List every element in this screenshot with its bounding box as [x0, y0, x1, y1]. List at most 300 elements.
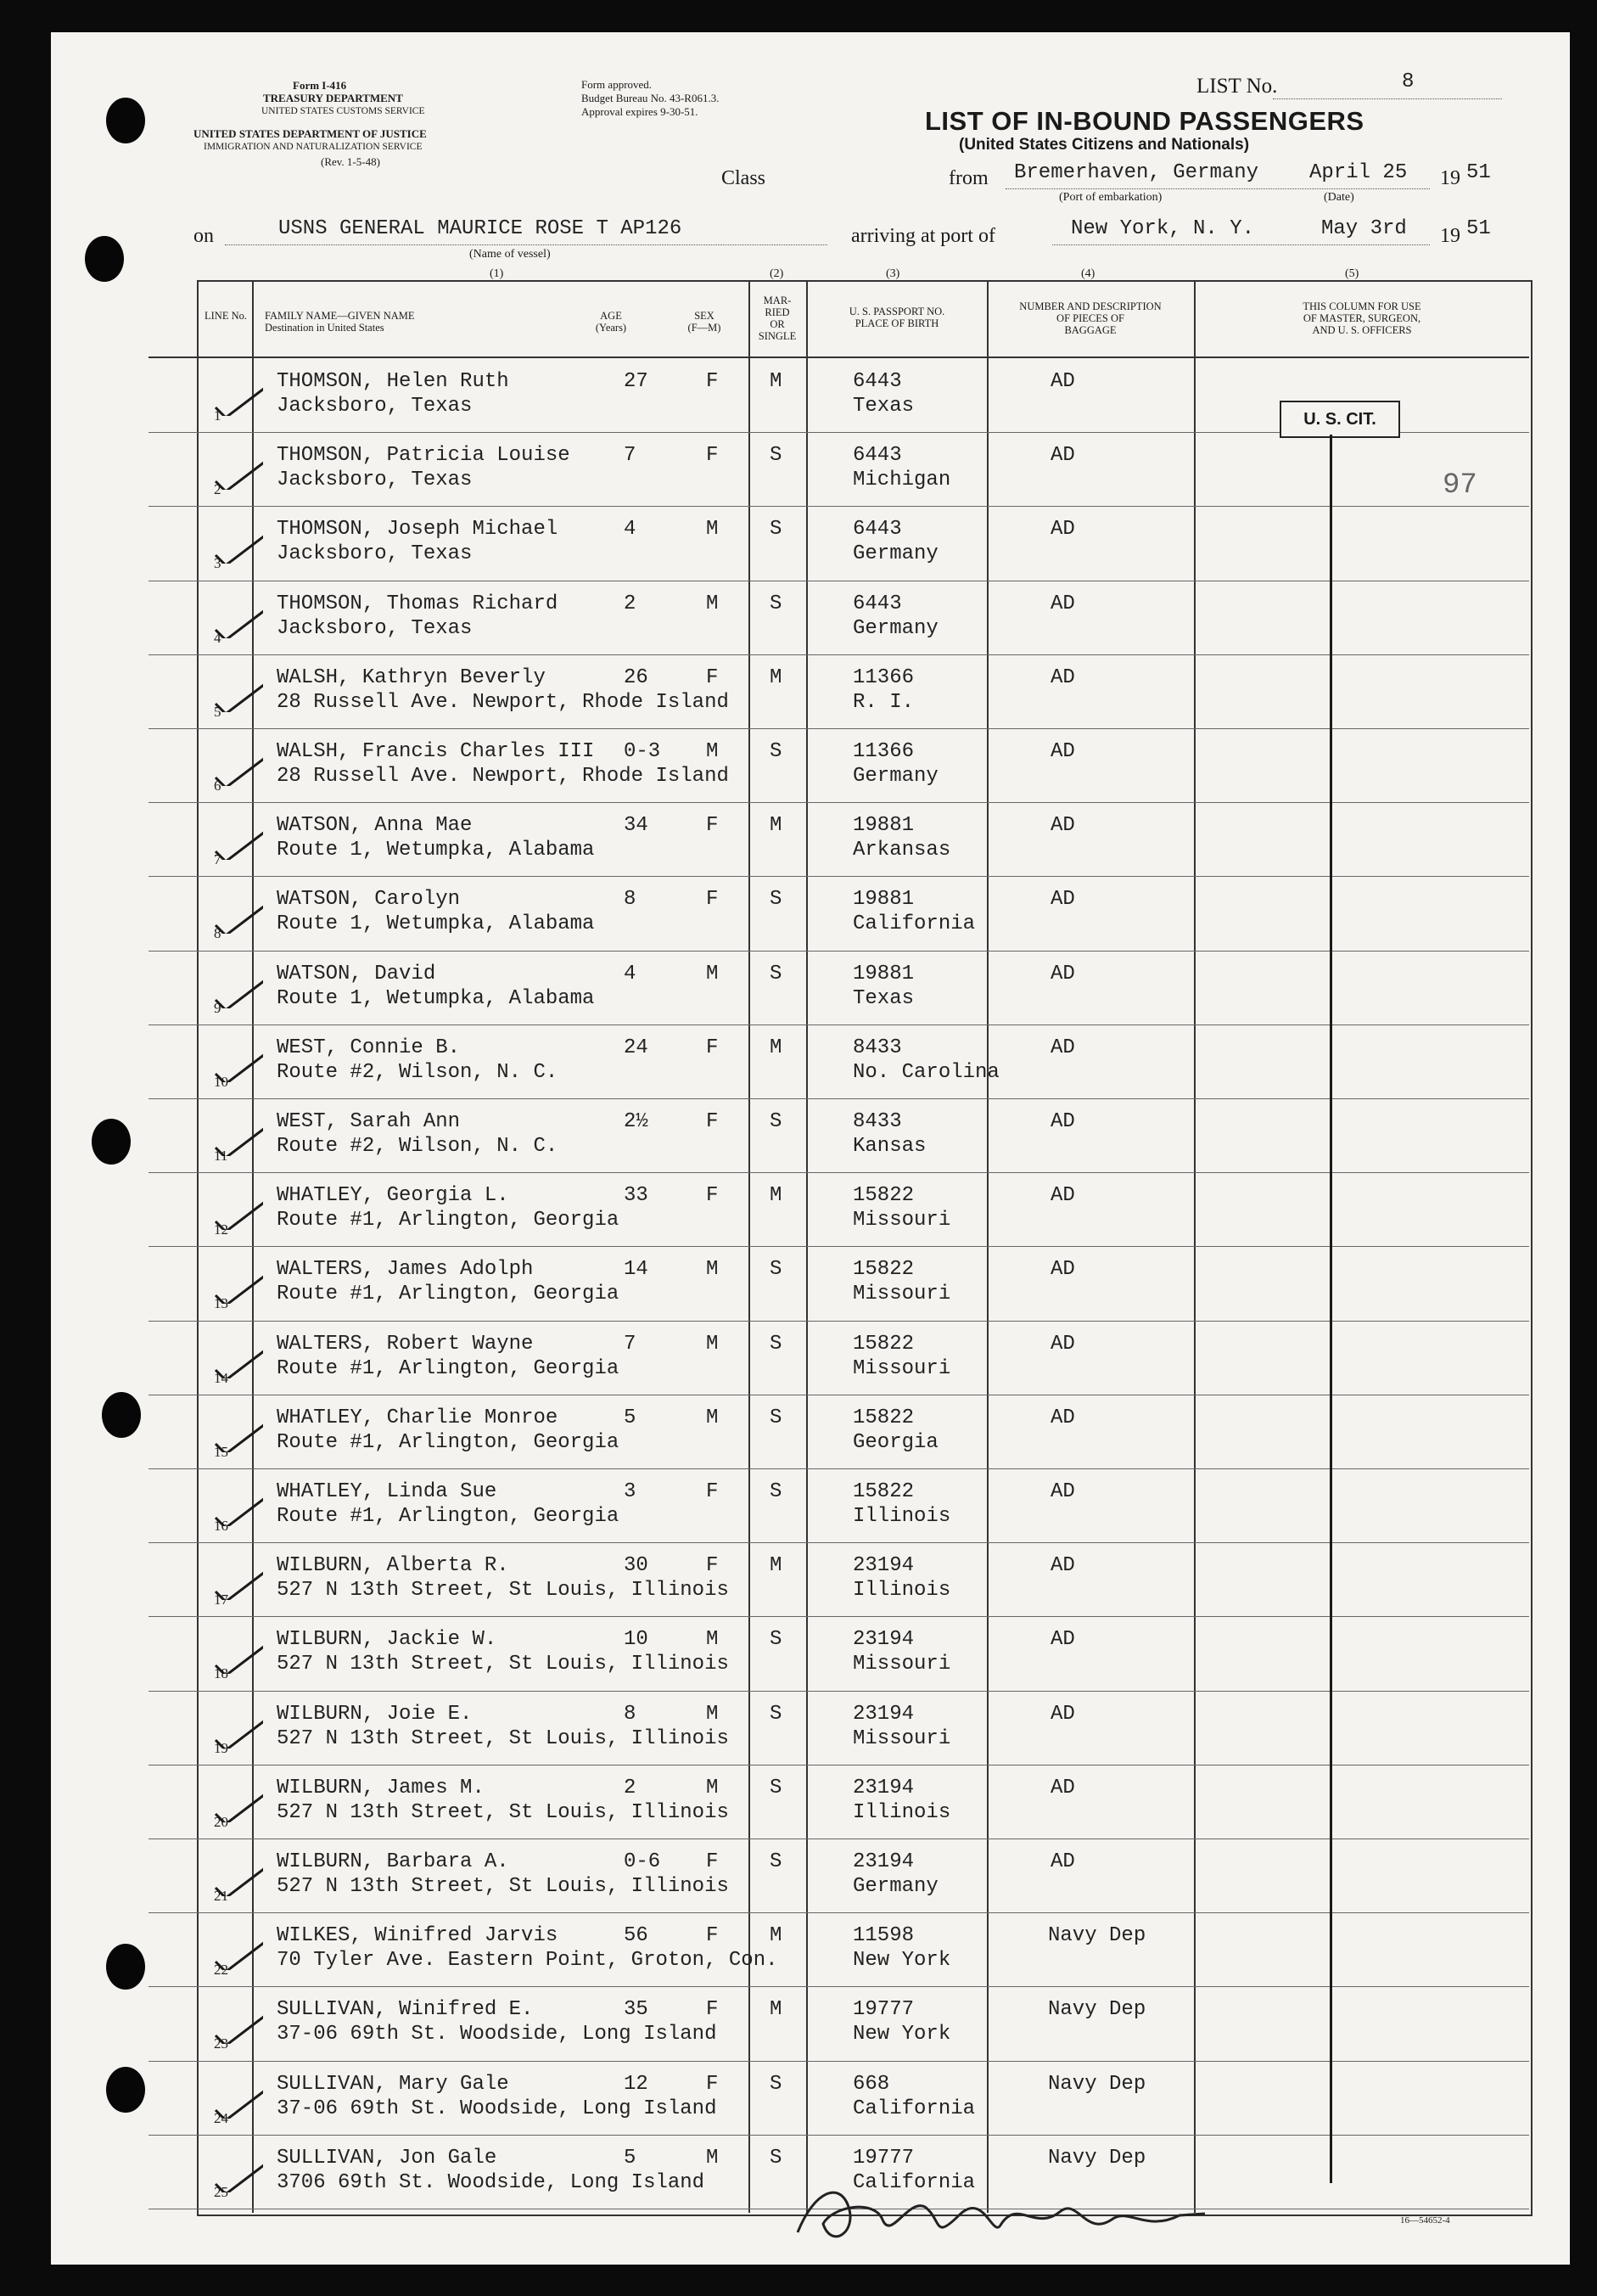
passenger-age: 24	[624, 1036, 648, 1059]
marital-status: S	[770, 592, 782, 615]
place-of-birth: Michigan	[853, 469, 951, 492]
passenger-name: WALSH, Kathryn Beverly	[277, 665, 546, 689]
check-mark-icon	[212, 752, 263, 786]
place-of-birth: Illinois	[853, 1579, 951, 1603]
check-mark-icon	[212, 1270, 263, 1304]
baggage: AD	[1051, 1184, 1075, 1208]
place-of-birth: Germany	[853, 616, 939, 640]
passenger-age: 33	[624, 1184, 648, 1208]
table-row	[0, 951, 1597, 1024]
marital-status: M	[770, 370, 782, 393]
marital-status: S	[770, 2072, 782, 2096]
passenger-name: WEST, Connie B.	[277, 1036, 461, 1059]
line-number: 15	[214, 1443, 228, 1460]
baggage: AD	[1051, 1850, 1075, 1873]
passenger-destination: 527 N 13th Street, St Louis, Illinois	[277, 1653, 729, 1676]
passenger-sex: F	[706, 665, 719, 689]
check-mark-icon	[212, 826, 263, 860]
check-mark-icon	[212, 1418, 263, 1452]
passenger-sex: F	[706, 1850, 719, 1873]
marital-status: S	[770, 444, 782, 468]
check-mark-icon	[212, 382, 263, 416]
annotation-number: 97	[1443, 469, 1477, 502]
baggage: Navy Dep	[1048, 1924, 1146, 1948]
line-number: 8	[214, 925, 221, 942]
passenger-destination: Jacksboro, Texas	[277, 616, 473, 640]
passport-number: 8433	[853, 1036, 902, 1059]
header-name: FAMILY NAME—GIVEN NAME Destination in United States	[265, 310, 415, 334]
passenger-age: 5	[624, 2146, 636, 2170]
baggage: AD	[1051, 1332, 1075, 1356]
place-of-birth: No. Carolina	[853, 1060, 1000, 1084]
approval-expires: Approval expires 9-30-51.	[581, 105, 698, 118]
header-officers: THIS COLUMN FOR USE OF MASTER, SURGEON, AND U. S. OFFICERS	[1303, 300, 1421, 336]
passport-number: 15822	[853, 1480, 915, 1503]
passenger-name: THOMSON, Patricia Louise	[277, 444, 570, 468]
passenger-name: WHATLEY, Georgia L.	[277, 1184, 509, 1208]
passenger-destination: 527 N 13th Street, St Louis, Illinois	[277, 1800, 729, 1824]
line-number: 9	[214, 999, 221, 1016]
place-of-birth: California	[853, 912, 976, 936]
check-mark-icon	[212, 1122, 263, 1156]
table-row	[0, 1986, 1597, 2060]
table-row	[0, 1098, 1597, 1172]
marital-status: S	[770, 1776, 782, 1799]
form-approved: Form approved.	[581, 78, 653, 91]
place-of-birth: Germany	[853, 765, 939, 788]
passport-number: 19881	[853, 888, 915, 912]
line-number: 23	[214, 2035, 228, 2052]
baggage: AD	[1051, 518, 1075, 542]
place-of-birth: Germany	[853, 1875, 939, 1898]
table-row	[0, 581, 1597, 654]
marital-status: S	[770, 1332, 782, 1356]
place-of-birth: Arkansas	[853, 839, 951, 862]
line-number: 12	[214, 1221, 228, 1238]
passenger-destination: Jacksboro, Texas	[277, 542, 473, 566]
place-of-birth: New York	[853, 2023, 951, 2046]
passenger-sex: M	[706, 1702, 719, 1726]
place-of-birth: California	[853, 2170, 976, 2194]
header-sex: SEX (F—M)	[687, 310, 721, 334]
passport-number: 15822	[853, 1258, 915, 1282]
line-number: 25	[214, 2183, 228, 2200]
us-citizen-stamp: U. S. CIT.	[1280, 401, 1400, 438]
passenger-destination: 527 N 13th Street, St Louis, Illinois	[277, 1579, 729, 1603]
passenger-sex: F	[706, 1110, 719, 1133]
marital-status: M	[770, 1998, 782, 2022]
place-of-birth: Missouri	[853, 1726, 951, 1750]
passport-number: 11366	[853, 665, 915, 689]
col-num-1: (1)	[490, 267, 504, 280]
place-of-birth: Texas	[853, 395, 915, 418]
baggage: AD	[1051, 1110, 1075, 1133]
passenger-sex: F	[706, 1998, 719, 2022]
passenger-name: SULLIVAN, Winifred E.	[277, 1998, 534, 2022]
passport-number: 8433	[853, 1110, 902, 1133]
marital-status: S	[770, 2146, 782, 2170]
passenger-name: WATSON, Carolyn	[277, 888, 461, 912]
marital-status: S	[770, 1480, 782, 1503]
line-number: 24	[214, 2109, 228, 2126]
passenger-age: 8	[624, 888, 636, 912]
passport-number: 6443	[853, 518, 902, 542]
passenger-sex: M	[706, 740, 719, 763]
marital-status: S	[770, 888, 782, 912]
passport-number: 19881	[853, 814, 915, 838]
line-number: 19	[214, 1739, 228, 1756]
marital-status: S	[770, 1406, 782, 1429]
check-mark-icon	[212, 1715, 263, 1749]
passenger-destination: Route #2, Wilson, N. C.	[277, 1135, 558, 1158]
check-mark-icon	[212, 2010, 263, 2044]
passenger-sex: M	[706, 592, 719, 615]
table-row	[0, 2061, 1597, 2135]
table-row	[0, 506, 1597, 580]
binder-hole	[85, 236, 124, 282]
header-age: AGE (Years)	[595, 310, 627, 334]
embark-underline	[1006, 188, 1430, 189]
baggage: AD	[1051, 444, 1075, 468]
line-number: 14	[214, 1369, 228, 1386]
passport-number: 23194	[853, 1554, 915, 1578]
passenger-age: 8	[624, 1702, 636, 1726]
passport-number: 11598	[853, 1924, 915, 1948]
check-mark-icon	[212, 1566, 263, 1600]
passport-number: 6443	[853, 370, 902, 393]
passport-number: 11366	[853, 740, 915, 763]
col-num-2: (2)	[770, 267, 784, 280]
marital-status: S	[770, 740, 782, 763]
marital-status: M	[770, 1184, 782, 1208]
passenger-age: 2½	[624, 1110, 648, 1133]
passenger-sex: M	[706, 2146, 719, 2170]
passenger-age: 3	[624, 1480, 636, 1503]
passenger-name: WHATLEY, Charlie Monroe	[277, 1406, 558, 1429]
passenger-destination: Route 1, Wetumpka, Alabama	[277, 912, 595, 936]
passenger-name: WATSON, Anna Mae	[277, 814, 473, 838]
col-num-5: (5)	[1345, 267, 1359, 280]
on-label: on	[193, 225, 214, 247]
passport-number: 19881	[853, 962, 915, 985]
passport-number: 23194	[853, 1850, 915, 1873]
dept-immigration: IMMIGRATION AND NATURALIZATION SERVICE	[204, 142, 423, 152]
port-note: (Port of embarkation)	[1059, 191, 1163, 204]
passenger-age: 2	[624, 1776, 636, 1799]
baggage: AD	[1051, 370, 1075, 393]
check-mark-icon	[212, 604, 263, 638]
class-label: Class	[721, 167, 766, 189]
baggage: Navy Dep	[1048, 2072, 1146, 2096]
line-number: 11	[214, 1148, 228, 1164]
port-of-embarkation: Bremerhaven, Germany	[1014, 161, 1259, 184]
check-mark-icon	[212, 2085, 263, 2119]
place-of-birth: Kansas	[853, 1135, 927, 1158]
passenger-age: 4	[624, 518, 636, 542]
table-row	[0, 1691, 1597, 1765]
passenger-destination: 37-06 69th St. Woodside, Long Island	[277, 2097, 717, 2120]
dept-customs: UNITED STATES CUSTOMS SERVICE	[261, 106, 425, 116]
line-number: 4	[214, 629, 221, 646]
marital-status: S	[770, 1702, 782, 1726]
col-num-3: (3)	[886, 267, 900, 280]
marital-status: M	[770, 1554, 782, 1578]
passenger-age: 5	[624, 1406, 636, 1429]
line-number: 21	[214, 1888, 228, 1904]
passenger-sex: F	[706, 1554, 719, 1578]
header-baggage: NUMBER AND DESCRIPTION OF PIECES OF BAGGAGE	[1019, 300, 1162, 336]
baggage: AD	[1051, 1702, 1075, 1726]
table-row	[0, 728, 1597, 802]
header-married: MAR- RIED OR SINGLE	[758, 295, 797, 342]
table-row	[0, 432, 1597, 506]
passenger-destination: 527 N 13th Street, St Louis, Illinois	[277, 1726, 729, 1750]
passenger-sex: F	[706, 444, 719, 468]
line-number: 17	[214, 1591, 228, 1608]
col-num-4: (4)	[1081, 267, 1095, 280]
passport-number: 15822	[853, 1332, 915, 1356]
marital-status: M	[770, 814, 782, 838]
binder-hole	[106, 98, 145, 143]
passenger-age: 30	[624, 1554, 648, 1578]
marital-status: S	[770, 1110, 782, 1133]
arrival-date: May 3rd	[1321, 217, 1407, 240]
passenger-destination: Jacksboro, Texas	[277, 469, 473, 492]
passport-number: 19777	[853, 1998, 915, 2022]
check-mark-icon	[212, 1492, 263, 1526]
line-number: 5	[214, 703, 221, 720]
passport-number: 15822	[853, 1406, 915, 1429]
passenger-age: 10	[624, 1628, 648, 1652]
passenger-age: 2	[624, 592, 636, 615]
list-no: 8	[1402, 70, 1415, 93]
table-row	[0, 802, 1597, 876]
place-of-birth: Missouri	[853, 1356, 951, 1380]
check-mark-icon	[212, 1196, 263, 1230]
date-note: (Date)	[1324, 191, 1354, 204]
passport-number: 19777	[853, 2146, 915, 2170]
place-of-birth: California	[853, 2097, 976, 2120]
passenger-age: 12	[624, 2072, 648, 2096]
check-mark-icon	[212, 900, 263, 934]
passenger-name: SULLIVAN, Mary Gale	[277, 2072, 509, 2096]
passenger-sex: M	[706, 1776, 719, 1799]
passenger-sex: F	[706, 1036, 719, 1059]
passenger-destination: Route #1, Arlington, Georgia	[277, 1209, 619, 1232]
passenger-destination: Route #1, Arlington, Georgia	[277, 1430, 619, 1454]
table-row	[0, 1468, 1597, 1542]
passenger-destination: 527 N 13th Street, St Louis, Illinois	[277, 1875, 729, 1898]
passenger-sex: F	[706, 814, 719, 838]
year-prefix-arrival: 19	[1440, 225, 1460, 247]
vessel-underline	[225, 244, 827, 245]
passenger-sex: M	[706, 1258, 719, 1282]
place-of-birth: Texas	[853, 986, 915, 1010]
passenger-name: THOMSON, Helen Ruth	[277, 370, 509, 393]
marital-status: S	[770, 1258, 782, 1282]
passenger-sex: M	[706, 1332, 719, 1356]
check-mark-icon	[212, 1344, 263, 1378]
baggage: AD	[1051, 665, 1075, 689]
passenger-age: 27	[624, 370, 648, 393]
passenger-name: WILKES, Winifred Jarvis	[277, 1924, 558, 1948]
passenger-destination: 3706 69th St. Woodside, Long Island	[277, 2170, 705, 2194]
passenger-name: WALSH, Francis Charles III	[277, 740, 595, 763]
passenger-sex: F	[706, 2072, 719, 2096]
place-of-birth: Missouri	[853, 1209, 951, 1232]
passenger-sex: M	[706, 1628, 719, 1652]
passenger-name: WILBURN, Joie E.	[277, 1702, 473, 1726]
passenger-age: 0-6	[624, 1850, 661, 1873]
check-mark-icon	[212, 1936, 263, 1970]
passenger-destination: Route 1, Wetumpka, Alabama	[277, 839, 595, 862]
passenger-age: 4	[624, 962, 636, 985]
marital-status: S	[770, 1850, 782, 1873]
check-mark-icon	[212, 2158, 263, 2192]
baggage: AD	[1051, 1776, 1075, 1799]
place-of-birth: R. I.	[853, 690, 915, 714]
passenger-destination: 37-06 69th St. Woodside, Long Island	[277, 2023, 717, 2046]
passport-number: 23194	[853, 1776, 915, 1799]
passenger-name: THOMSON, Thomas Richard	[277, 592, 558, 615]
place-of-birth: Illinois	[853, 1505, 951, 1528]
passenger-sex: F	[706, 370, 719, 393]
check-mark-icon	[212, 1862, 263, 1896]
passenger-name: WATSON, David	[277, 962, 436, 985]
from-label: from	[949, 167, 989, 189]
dept-justice: UNITED STATES DEPARTMENT OF JUSTICE	[193, 127, 427, 140]
passenger-age: 7	[624, 444, 636, 468]
marital-status: M	[770, 1924, 782, 1948]
passenger-sex: M	[706, 518, 719, 542]
table-row	[0, 1616, 1597, 1690]
table-row	[0, 654, 1597, 728]
table-row	[0, 876, 1597, 950]
table-row	[0, 1321, 1597, 1395]
check-mark-icon	[212, 1788, 263, 1822]
line-number: 6	[214, 777, 221, 794]
line-number: 18	[214, 1665, 228, 1682]
baggage: AD	[1051, 1036, 1075, 1059]
passenger-name: WEST, Sarah Ann	[277, 1110, 461, 1133]
embarkation-year: 51	[1466, 161, 1491, 184]
passenger-sex: F	[706, 888, 719, 912]
line-number: 10	[214, 1073, 228, 1090]
line-number: 7	[214, 851, 221, 868]
passport-number: 23194	[853, 1702, 915, 1726]
line-number: 22	[214, 1962, 228, 1979]
arrival-year: 51	[1466, 217, 1491, 240]
passport-number: 15822	[853, 1184, 915, 1208]
form-revision: (Rev. 1-5-48)	[321, 155, 380, 168]
passenger-destination: Route #1, Arlington, Georgia	[277, 1505, 619, 1528]
arrival-underline	[1052, 244, 1430, 245]
passenger-destination: Jacksboro, Texas	[277, 395, 473, 418]
officer-vertical-mark	[1330, 435, 1332, 2183]
table-row	[0, 1172, 1597, 1246]
baggage: Navy Dep	[1048, 1998, 1146, 2022]
header-passport: U. S. PASSPORT NO. PLACE OF BIRTH	[849, 306, 945, 329]
passenger-name: THOMSON, Joseph Michael	[277, 518, 558, 542]
passenger-age: 7	[624, 1332, 636, 1356]
table-row	[0, 1246, 1597, 1320]
passenger-destination: Route #1, Arlington, Georgia	[277, 1283, 619, 1306]
table-row	[0, 1838, 1597, 1912]
passenger-sex: F	[706, 1924, 719, 1948]
table-row	[0, 1395, 1597, 1468]
footer-code: 16—54652-4	[1400, 2215, 1450, 2226]
passenger-age: 26	[624, 665, 648, 689]
list-no-label: LIST No.	[1196, 75, 1278, 98]
budget-bureau: Budget Bureau No. 43-R061.3.	[581, 92, 720, 104]
baggage: AD	[1051, 740, 1075, 763]
marital-status: M	[770, 665, 782, 689]
passenger-name: WILBURN, Barbara A.	[277, 1850, 509, 1873]
marital-status: S	[770, 962, 782, 985]
passport-number: 6443	[853, 592, 902, 615]
passenger-destination: Route #1, Arlington, Georgia	[277, 1356, 619, 1380]
header-line-no: LINE No.	[205, 310, 247, 322]
passenger-destination: Route #2, Wilson, N. C.	[277, 1060, 558, 1084]
passenger-destination: Route 1, Wetumpka, Alabama	[277, 986, 595, 1010]
place-of-birth: Georgia	[853, 1430, 939, 1454]
marital-status: S	[770, 518, 782, 542]
baggage: AD	[1051, 962, 1075, 985]
line-number: 2	[214, 481, 221, 498]
marital-status: M	[770, 1036, 782, 1059]
check-mark-icon	[212, 1640, 263, 1674]
place-of-birth: New York	[853, 1949, 951, 1973]
check-mark-icon	[212, 456, 263, 490]
vessel-name: USNS GENERAL MAURICE ROSE T AP126	[278, 217, 682, 240]
arriving-label: arriving at port of	[851, 225, 995, 247]
table-row	[0, 1912, 1597, 1986]
marital-status: S	[770, 1628, 782, 1652]
passenger-destination: 28 Russell Ave. Newport, Rhode Island	[277, 690, 729, 714]
baggage: AD	[1051, 1480, 1075, 1503]
line-number: 1	[214, 407, 221, 424]
baggage: AD	[1051, 1406, 1075, 1429]
passenger-sex: F	[706, 1184, 719, 1208]
place-of-birth: Missouri	[853, 1283, 951, 1306]
line-number: 20	[214, 1813, 228, 1830]
check-mark-icon	[212, 530, 263, 564]
passenger-name: WILBURN, James M.	[277, 1776, 485, 1799]
place-of-birth: Illinois	[853, 1800, 951, 1824]
year-prefix: 19	[1440, 167, 1460, 189]
check-mark-icon	[212, 678, 263, 712]
passenger-age: 0-3	[624, 740, 661, 763]
passport-number: 668	[853, 2072, 890, 2096]
passenger-age: 14	[624, 1258, 648, 1282]
check-mark-icon	[212, 974, 263, 1008]
passenger-age: 56	[624, 1924, 648, 1948]
passenger-name: WILBURN, Alberta R.	[277, 1554, 509, 1578]
page-title: LIST OF IN-BOUND PASSENGERS	[925, 106, 1364, 136]
line-number: 16	[214, 1518, 228, 1534]
table-row	[0, 1765, 1597, 1838]
passport-number: 6443	[853, 444, 902, 468]
passenger-age: 35	[624, 1998, 648, 2022]
baggage: AD	[1051, 1554, 1075, 1578]
list-no-underline	[1273, 98, 1502, 99]
baggage: AD	[1051, 814, 1075, 838]
line-number: 3	[214, 555, 221, 572]
passenger-name: WILBURN, Jackie W.	[277, 1628, 497, 1652]
page-subtitle: (United States Citizens and Nationals)	[959, 136, 1250, 154]
arrival-port: New York, N. Y.	[1071, 217, 1255, 240]
baggage: AD	[1051, 1628, 1075, 1652]
